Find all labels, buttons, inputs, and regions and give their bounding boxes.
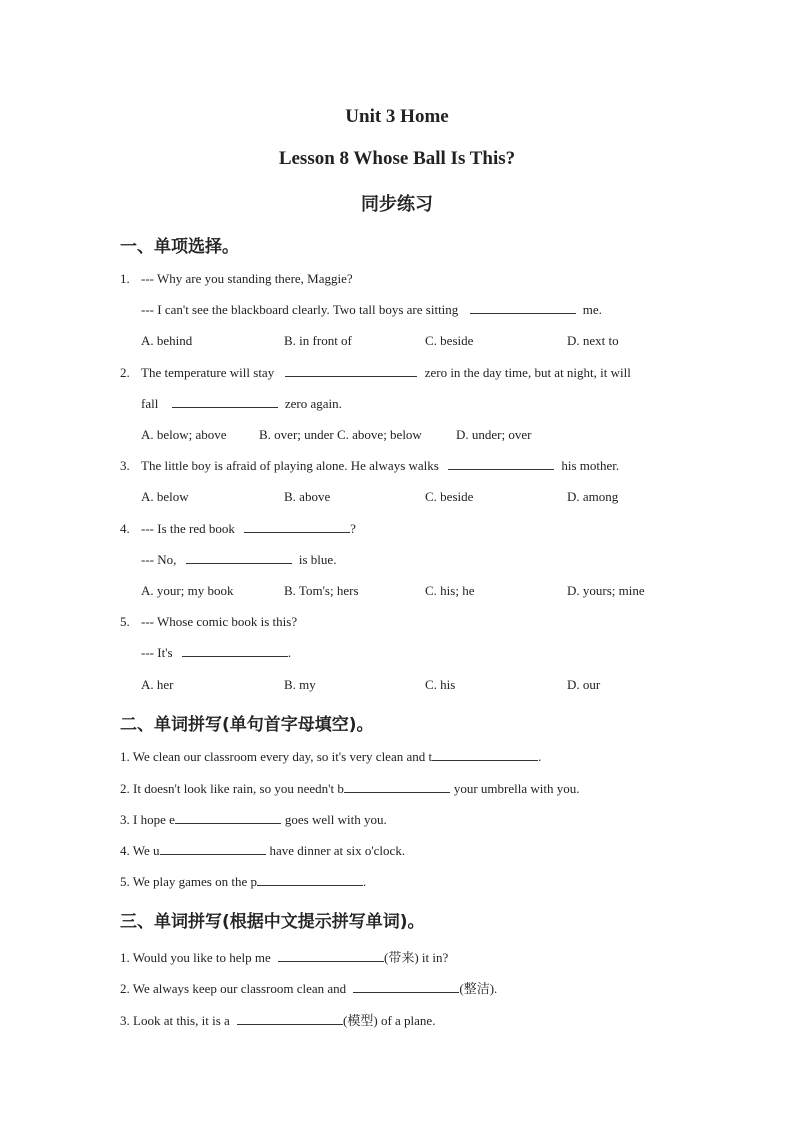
answer-blank[interactable] <box>172 396 278 408</box>
s3-item-3-end: (模型) of a plane. <box>343 1013 436 1028</box>
answer-blank[interactable] <box>182 645 288 657</box>
q1-option-b[interactable]: B. in front of <box>284 333 352 348</box>
s3-item-2 <box>120 978 497 997</box>
q1-line2-text: --- I can't see the blackboard clearly. Two tall boys are sitting <box>141 302 459 317</box>
q2-line1-text: The temperature will stay <box>141 365 275 380</box>
q2-number: 2. <box>120 365 130 380</box>
q4-line2-end: is blue. <box>298 552 337 567</box>
s3-item-3 <box>120 1010 435 1029</box>
answer-blank[interactable] <box>470 302 576 314</box>
q4-option-b[interactable]: B. Tom's; hers <box>284 583 359 598</box>
q4-line1 <box>141 521 356 537</box>
s2-item-5 <box>120 874 366 890</box>
q2-line2 <box>141 396 342 412</box>
s2-item-2 <box>120 781 580 797</box>
s2-item-1 <box>120 749 541 765</box>
q2-line1-end: zero in the day time, but at night, it will <box>424 365 631 380</box>
answer-blank[interactable] <box>278 950 384 962</box>
q4-option-d[interactable]: D. yours; mine <box>567 583 645 598</box>
q2-option-a[interactable]: A. below; above <box>141 427 227 442</box>
s2-item-3 <box>120 812 387 828</box>
q4-line1-end: ? <box>350 521 356 536</box>
q3-option-b[interactable]: B. above <box>284 489 331 504</box>
q2-line2-end: zero again. <box>284 396 342 411</box>
answer-blank[interactable] <box>353 981 459 993</box>
q4-option-a[interactable]: A. your; my book <box>141 583 234 598</box>
s3-item-2-end: (整洁). <box>459 981 498 996</box>
q2-line1 <box>141 365 631 381</box>
q5-option-c[interactable]: C. his <box>425 677 456 692</box>
q1-option-d[interactable]: D. next to <box>567 333 619 348</box>
answer-blank[interactable] <box>244 521 350 533</box>
s3-item-3-text: 3. Look at this, it is a <box>120 1013 230 1028</box>
s2-item-5-end: . <box>363 874 367 889</box>
q3-line1-text: The little boy is afraid of playing alone. He always walks <box>141 458 439 473</box>
answer-blank[interactable] <box>344 781 450 793</box>
s3-item-1-end: (带来) it in? <box>383 950 449 965</box>
q3-option-c[interactable]: C. beside <box>425 489 474 504</box>
q3-option-a[interactable]: A. below <box>141 489 189 504</box>
s3-item-1-text: 1. Would you like to help me <box>120 950 271 965</box>
q5-line1: --- Whose comic book is this? <box>141 614 298 629</box>
q5-number: 5. <box>120 614 130 629</box>
s2-item-3-end: goes well with you. <box>284 812 387 827</box>
section1-heading: 一、单项选择。 <box>120 237 239 257</box>
s2-item-2-end: your umbrella with you. <box>453 781 580 796</box>
s2-item-4-text: 4. We u <box>120 843 160 858</box>
answer-blank[interactable] <box>257 874 363 886</box>
q3-line1 <box>141 458 619 474</box>
q4-option-c[interactable]: C. his; he <box>425 583 475 598</box>
q5-option-b[interactable]: B. my <box>284 677 316 692</box>
s2-item-4-end: have dinner at six o'clock. <box>269 843 406 858</box>
q5-option-d[interactable]: D. our <box>567 677 601 692</box>
s2-item-1-end: . <box>538 749 542 764</box>
s3-item-2-text: 2. We always keep our classroom clean and <box>120 981 347 996</box>
section3-heading: 三、单词拼写(根据中文提示拼写单词)。 <box>120 912 425 932</box>
q4-line2 <box>141 552 336 568</box>
q1-option-a[interactable]: A. behind <box>141 333 193 348</box>
s2-item-1-text: 1. We clean our classroom every day, so it's very clean and t <box>120 749 433 764</box>
answer-blank[interactable] <box>186 552 292 564</box>
q5-option-a[interactable]: A. her <box>141 677 174 692</box>
answer-blank[interactable] <box>160 843 266 855</box>
s3-item-1 <box>120 947 448 966</box>
q4-line2-text: --- No, <box>141 552 177 567</box>
q1-line2-end: me. <box>582 302 602 317</box>
q1-line2 <box>141 302 602 318</box>
answer-blank[interactable] <box>175 812 281 824</box>
section2-heading: 二、单词拼写(单句首字母填空)。 <box>120 715 374 735</box>
practice-subtitle: 同步练习 <box>361 194 433 215</box>
q4-line1-text: --- Is the red book <box>141 521 235 536</box>
q3-line1-end: his mother. <box>561 458 620 473</box>
lesson-title: Lesson 8 Whose Ball Is This? <box>278 148 516 169</box>
q2-option-b-c[interactable]: B. over; under C. above; below <box>259 427 422 442</box>
q3-number: 3. <box>120 458 130 473</box>
q1-number: 1. <box>120 271 130 286</box>
q1-line1: --- Why are you standing there, Maggie? <box>141 271 353 286</box>
q3-option-d[interactable]: D. among <box>567 489 619 504</box>
s2-item-5-text: 5. We play games on the p <box>120 874 257 889</box>
q5-line2 <box>141 645 291 661</box>
answer-blank[interactable] <box>237 1013 343 1025</box>
s2-item-4 <box>120 843 405 859</box>
q2-option-d[interactable]: D. under; over <box>456 427 532 442</box>
answer-blank[interactable] <box>432 749 538 761</box>
answer-blank[interactable] <box>448 458 554 470</box>
unit-title: Unit 3 Home <box>345 106 449 127</box>
s2-item-2-text: 2. It doesn't look like rain, so you needn't b <box>120 781 344 796</box>
q2-line2-text: fall <box>141 396 159 411</box>
q4-number: 4. <box>120 521 130 536</box>
q1-option-c[interactable]: C. beside <box>425 333 474 348</box>
q5-line2-end: . <box>287 645 292 660</box>
q5-line2-text: --- It's <box>141 645 173 660</box>
s2-item-3-text: 3. I hope e <box>120 812 175 827</box>
answer-blank[interactable] <box>285 365 417 377</box>
